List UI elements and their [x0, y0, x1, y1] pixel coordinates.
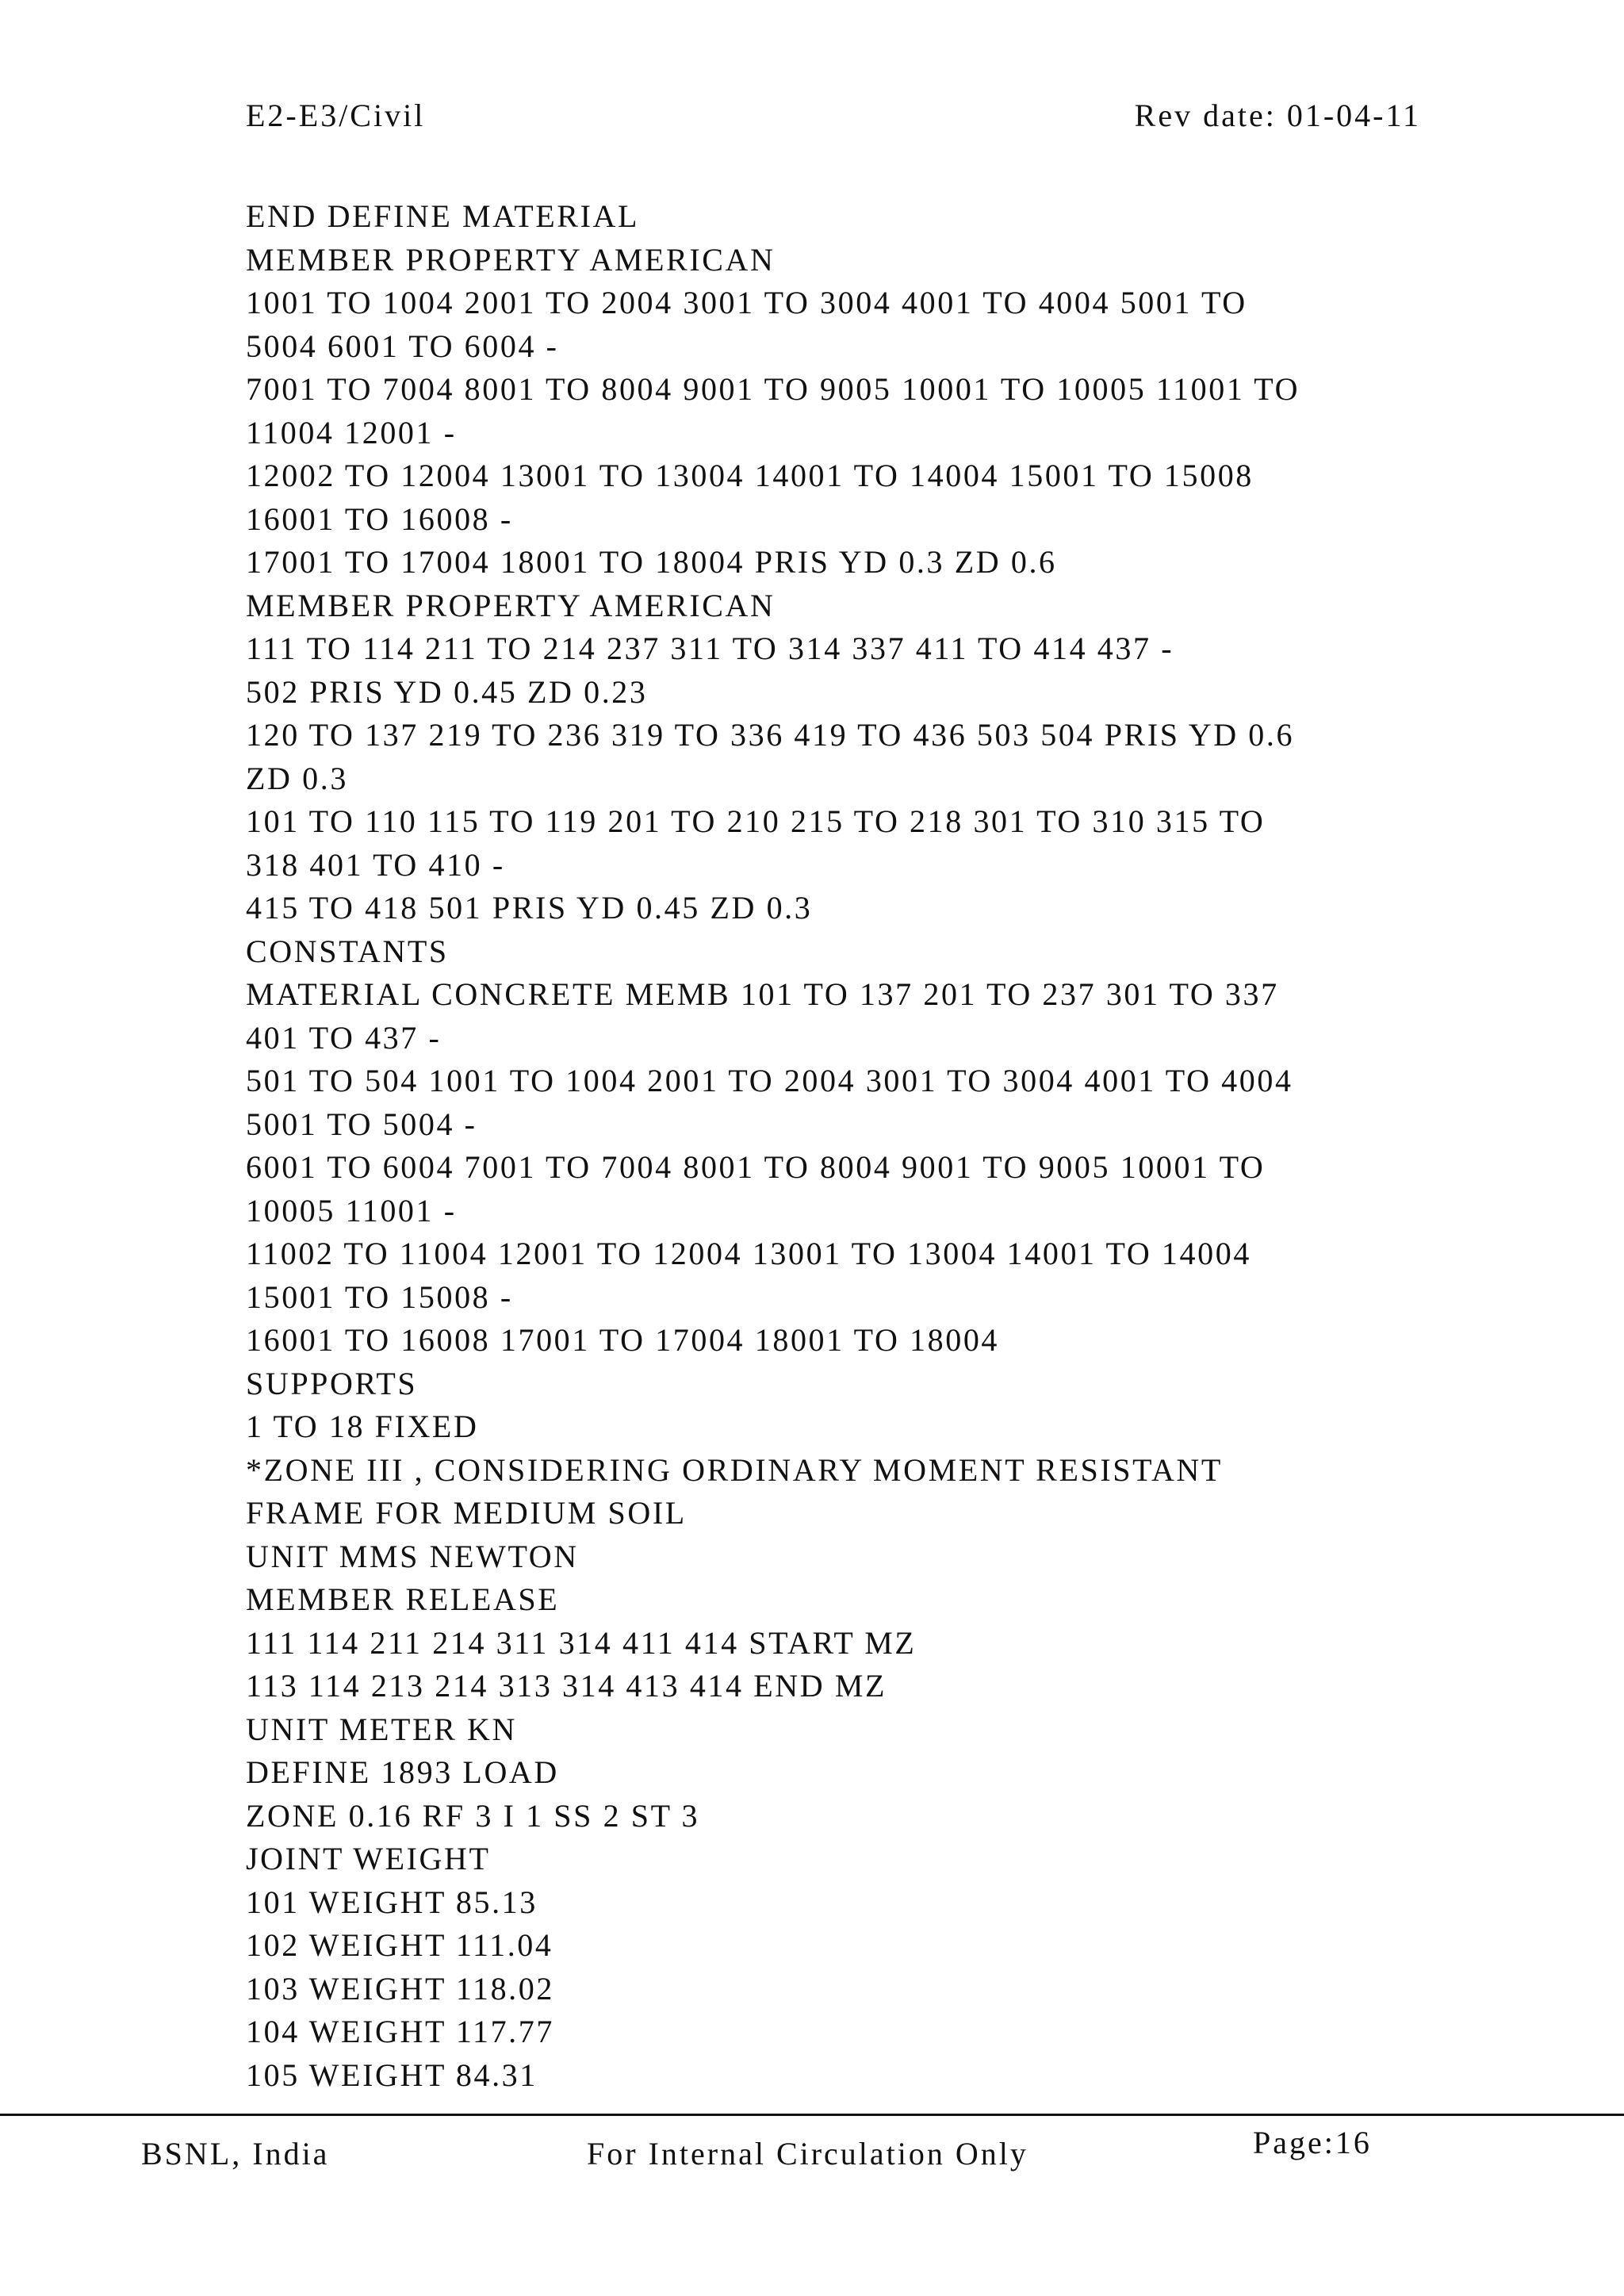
text-line: *ZONE III , CONSIDERING ORDINARY MOMENT RESISTANT	[246, 1451, 1223, 1488]
text-line: 105 WEIGHT 84.31	[246, 2056, 538, 2093]
footer-circulation-note: For Internal Circulation Only	[587, 2136, 1028, 2171]
text-line: 16001 TO 16008 17001 TO 17004 18001 TO 18004	[246, 1322, 1000, 1358]
text-line: SUPPORTS	[246, 1365, 418, 1401]
footer-organization: BSNL, India	[141, 2136, 330, 2171]
footer-divider	[0, 2114, 1624, 2116]
text-line: MEMBER PROPERTY AMERICAN	[246, 587, 776, 623]
text-line: 102 WEIGHT 111.04	[246, 1927, 553, 1963]
text-line: 11002 TO 11004 12001 TO 12004 13001 TO 13004 14001 TO 14004	[246, 1236, 1251, 1271]
text-line: JOINT WEIGHT	[246, 1841, 491, 1876]
text-line: 6001 TO 6004 7001 TO 7004 8001 TO 8004 9001 TO 9005 10001 TO	[246, 1149, 1266, 1185]
text-line: 111 114 211 214 311 314 411 414 START MZ	[246, 1624, 917, 1661]
text-line: DEFINE 1893 LOAD	[246, 1754, 559, 1790]
text-line: ZD 0.3	[246, 760, 348, 796]
text-line: 415 TO 418 501 PRIS YD 0.45 ZD 0.3	[246, 890, 813, 926]
text-line: MEMBER PROPERTY AMERICAN	[246, 241, 776, 278]
header-document-code: E2-E3/Civil	[246, 98, 426, 133]
text-line: MATERIAL CONCRETE MEMB 101 TO 137 201 TO 237 301 TO 337	[246, 976, 1279, 1012]
text-line: 501 TO 504 1001 TO 1004 2001 TO 2004 3001 TO 3004 4001 TO 4004	[246, 1063, 1293, 1098]
footer-page-number: Page:16	[1253, 2125, 1372, 2160]
text-line: 16001 TO 16008 -	[246, 500, 513, 537]
text-line: 502 PRIS YD 0.45 ZD 0.23	[246, 673, 648, 710]
text-line: UNIT METER KN	[246, 1711, 517, 1747]
text-line: 401 TO 437 -	[246, 1019, 442, 1056]
text-line: CONSTANTS	[246, 933, 449, 969]
text-line: END DEFINE MATERIAL	[246, 198, 640, 234]
text-line: 11004 12001 -	[246, 414, 457, 450]
text-line: 101 TO 110 115 TO 119 201 TO 210 215 TO 218 301 TO 310 315 TO	[246, 803, 1266, 839]
text-line: 5004 6001 TO 6004 -	[246, 328, 559, 364]
text-line: 101 WEIGHT 85.13	[246, 1884, 538, 1920]
text-line: 5001 TO 5004 -	[246, 1106, 477, 1142]
text-line: ZONE 0.16 RF 3 I 1 SS 2 ST 3	[246, 1797, 700, 1834]
text-line: FRAME FOR MEDIUM SOIL	[246, 1495, 687, 1531]
text-line: 12002 TO 12004 13001 TO 13004 14001 TO 14004 15001 TO 15008	[246, 458, 1254, 493]
text-line: 113 114 213 214 313 314 413 414 END MZ	[246, 1668, 887, 1704]
text-line: 7001 TO 7004 8001 TO 8004 9001 TO 9005 10001 TO 10005 11001 TO	[246, 371, 1300, 407]
text-line: 1001 TO 1004 2001 TO 2004 3001 TO 3004 4001 TO 4004 5001 TO	[246, 285, 1247, 320]
text-line: MEMBER RELEASE	[246, 1581, 560, 1617]
text-line: 10005 11001 -	[246, 1192, 457, 1228]
text-line: 120 TO 137 219 TO 236 319 TO 336 419 TO 436 503 504 PRIS YD 0.6	[246, 717, 1295, 753]
document-body	[246, 195, 1483, 2097]
text-line: 1 TO 18 FIXED	[246, 1409, 479, 1444]
header-revision-date: Rev date: 01-04-11	[1134, 98, 1421, 133]
text-line: 15001 TO 15008 -	[246, 1278, 513, 1315]
text-line: UNIT MMS NEWTON	[246, 1538, 579, 1574]
text-line: 17001 TO 17004 18001 TO 18004 PRIS YD 0.3 ZD 0.6	[246, 544, 1057, 580]
text-line: 318 401 TO 410 -	[246, 846, 505, 883]
text-line: 104 WEIGHT 117.77	[246, 2014, 554, 2049]
text-line: 103 WEIGHT 118.02	[246, 1970, 554, 2007]
text-line: 111 TO 114 211 TO 214 237 311 TO 314 337 411 TO 414 437 -	[246, 631, 1174, 666]
